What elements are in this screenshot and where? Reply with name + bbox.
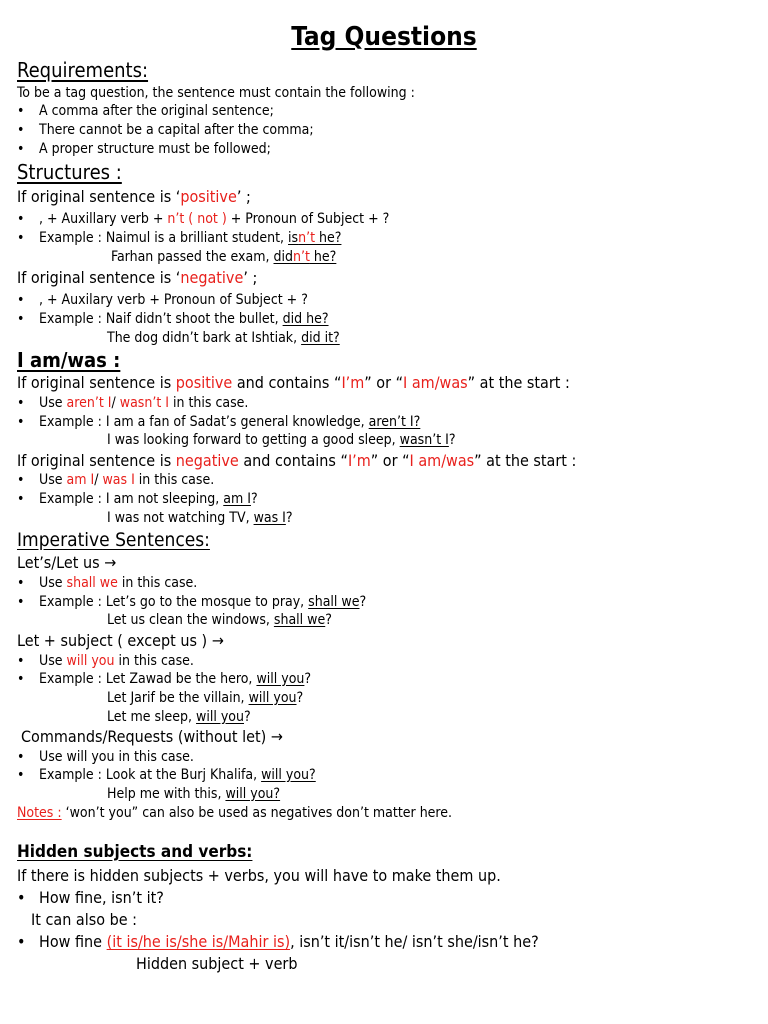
iam-negative-example-2: I was not watching TV, was I? (107, 510, 293, 526)
commands-example-1: • Example : Look at the Burj Khalifa, will you? (17, 767, 316, 783)
hidden-phrase: (it is/he is/she is/Mahir is) (106, 932, 291, 951)
page-title: Tag Questions (291, 22, 477, 52)
positive-rule-structure: • , + Auxillary verb + n’t ( not ) + Pronoun of Subject + ? (17, 211, 390, 227)
requirement-item: • A comma after the original sentence; (17, 103, 274, 119)
tag-answer: will you (256, 671, 305, 687)
tag-answer: isn’t he? (288, 230, 342, 246)
iam-positive-lead: If original sentence is positive and contains “I’m” or “I am/was” at the start : (17, 373, 570, 392)
iam-heading: I am/was : (17, 348, 121, 372)
tag-answer: will you? (261, 767, 316, 783)
commands-use: • Use will you in this case. (17, 749, 194, 765)
hidden-also: It can also be : (31, 910, 137, 929)
tag-answer: will you? (225, 786, 281, 802)
bullet: • (17, 103, 25, 119)
lets-lead: Let’s/Let us → (17, 553, 117, 572)
tag-answer: wasn’t I (399, 432, 449, 448)
bullet: • (17, 141, 25, 157)
lets-example-1: • Example : Let’s go to the mosque to pray, shall we? (17, 594, 367, 610)
iam-negative-example-1: • Example : I am not sleeping, am I? (17, 491, 258, 507)
tag-answer: shall we (308, 594, 360, 610)
hidden-intro: If there is hidden subjects + verbs, you will have to make them up. (17, 866, 501, 885)
tag-answer: aren’t I? (368, 414, 421, 430)
hidden-example-1: • How fine, isn’t it? (17, 888, 164, 907)
iam-negative-lead: If original sentence is negative and contains “I’m” or “I am/was” at the start : (17, 451, 577, 470)
iam-positive-example-2: I was looking forward to getting a good sleep, wasn’t I? (107, 432, 456, 448)
tag-answer: did he? (282, 311, 329, 327)
commands-example-2: Help me with this, will you? (107, 786, 281, 802)
tag-answer: didn’t he? (273, 249, 337, 265)
letsubj-example-1: • Example : Let Zawad be the hero, will you? (17, 671, 312, 687)
positive-example-2: Farhan passed the exam, didn’t he? (111, 249, 337, 265)
structures-heading: Structures : (17, 160, 122, 184)
notes: Notes : ‘won’t you” can also be used as negatives don’t matter here. (17, 805, 453, 821)
requirement-item: • There cannot be a capital after the comma; (17, 122, 314, 138)
tag-answer: did it? (301, 330, 340, 346)
notes-label: Notes : (17, 805, 62, 821)
tag-answer: am I (223, 491, 251, 507)
tag-answer: shall we (273, 612, 326, 628)
negative-example-2: The dog didn’t bark at Ishtiak, did it? (107, 330, 340, 346)
iam-positive-use: • Use aren’t I/ wasn’t I in this case. (17, 395, 249, 411)
lets-use: • Use shall we in this case. (17, 575, 198, 591)
imperative-heading: Imperative Sentences: (17, 529, 210, 551)
requirements-intro: To be a tag question, the sentence must contain the following : (17, 85, 415, 101)
letsubj-use: • Use will you in this case. (17, 653, 194, 669)
letsubj-lead: Let + subject ( except us ) → (17, 631, 224, 650)
lets-example-2: Let us clean the windows, shall we? (107, 612, 332, 628)
bullet: • (17, 122, 25, 138)
iam-negative-use: • Use am I/ was I in this case. (17, 472, 215, 488)
commands-lead: Commands/Requests (without let) → (21, 727, 283, 746)
iam-positive-example-1: • Example : I am a fan of Sadat’s general knowledge, aren’t I? (17, 414, 421, 430)
hidden-example-2: • How fine (it is/he is/she is/Mahir is), isn’t it/isn’t he/ isn’t she/isn’t he? (17, 932, 539, 951)
tag-answer: will you (248, 690, 297, 706)
tag-answer: was I (253, 510, 286, 526)
positive-example-1: • Example : Naimul is a brilliant student, isn’t he? (17, 230, 342, 246)
letsubj-example-3: Let me sleep, will you? (107, 709, 251, 725)
letsubj-example-2: Let Jarif be the villain, will you? (107, 690, 304, 706)
negative-rule-structure: • , + Auxilary verb + Pronoun of Subject + ? (17, 292, 308, 308)
hidden-caption: Hidden subject + verb (136, 954, 298, 973)
negative-rule-lead: If original sentence is ‘negative’ ; (17, 268, 258, 287)
negative-example-1: • Example : Naif didn’t shoot the bullet, did he? (17, 311, 329, 327)
hidden-heading: Hidden subjects and verbs: (17, 842, 253, 862)
tag-answer: will you (196, 709, 244, 725)
requirements-heading: Requirements: (17, 58, 149, 82)
positive-rule-lead: If original sentence is ‘positive’ ; (17, 187, 251, 206)
requirement-item: • A proper structure must be followed; (17, 141, 271, 157)
